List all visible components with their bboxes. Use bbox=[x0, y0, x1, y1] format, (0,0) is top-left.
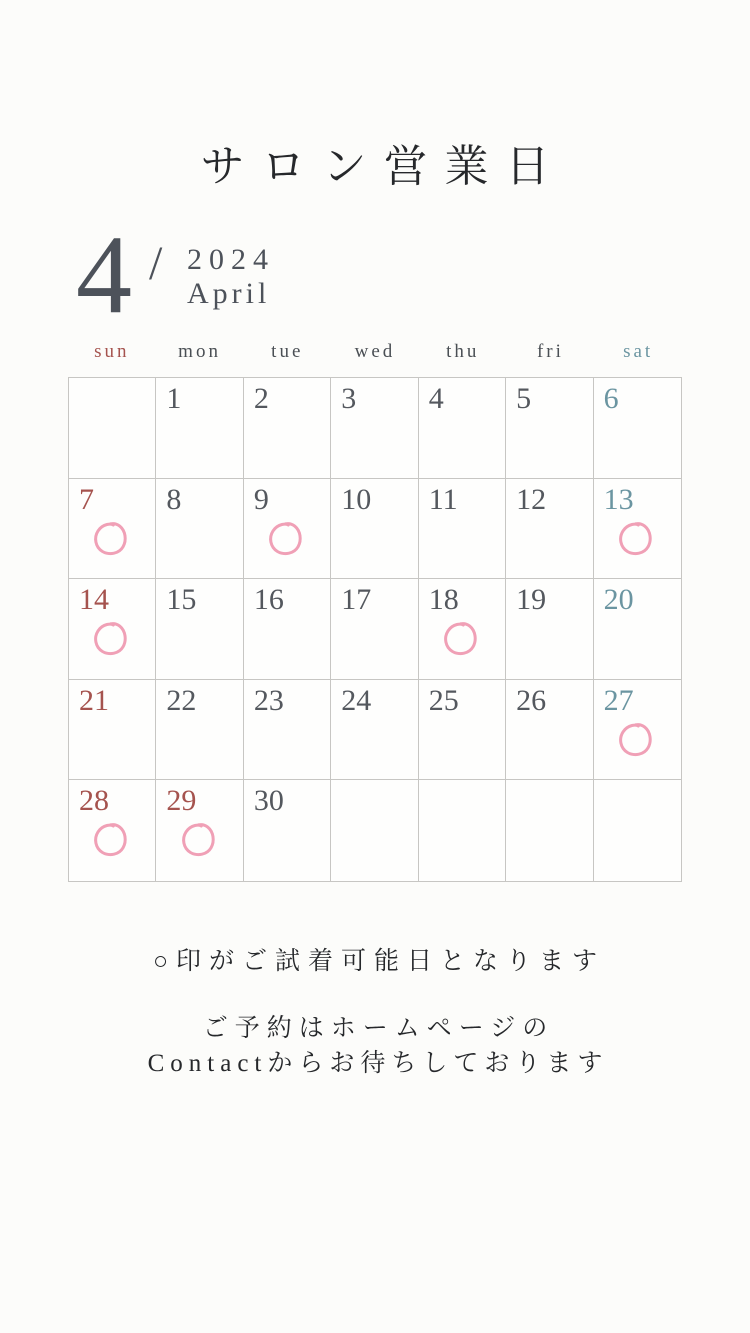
date-number: 1 bbox=[166, 382, 182, 415]
date-number: 26 bbox=[516, 683, 547, 717]
weekday-label-thu: thu bbox=[446, 341, 480, 362]
date-number: 9 bbox=[253, 482, 269, 516]
date-number: 13 bbox=[603, 482, 634, 516]
calendar-cell-25 bbox=[419, 680, 506, 781]
year-label: 2024 bbox=[187, 243, 275, 276]
weekday-label-fri: fri bbox=[536, 341, 564, 362]
date-number: 25 bbox=[428, 683, 459, 717]
calendar-cell-22 bbox=[156, 680, 243, 781]
weekday-label-tue: tue bbox=[271, 341, 304, 362]
calendar-cell-empty bbox=[506, 780, 593, 881]
calendar-cell-10 bbox=[331, 479, 418, 580]
calendar-cell-empty bbox=[594, 780, 681, 881]
calendar-cell-2 bbox=[244, 378, 331, 479]
calendar-cell-11 bbox=[419, 479, 506, 580]
weekday-label-sun: sun bbox=[94, 341, 130, 362]
fitting-available-circle-icon bbox=[611, 516, 659, 564]
weekday-label-mon: mon bbox=[178, 341, 221, 362]
weekday-row bbox=[68, 341, 682, 363]
calendar-cell-30 bbox=[244, 780, 331, 881]
date-number: 10 bbox=[341, 482, 372, 516]
date-number: 17 bbox=[341, 583, 372, 617]
date-number: 6 bbox=[603, 382, 619, 415]
calendar-cell-20 bbox=[594, 579, 681, 680]
calendar-cell-16 bbox=[244, 579, 331, 680]
calendar-cell-19 bbox=[506, 579, 593, 680]
weekday-label-sat: sat bbox=[623, 341, 654, 362]
month-number: 4 bbox=[76, 213, 132, 337]
date-number: 24 bbox=[341, 683, 372, 717]
fitting-available-circle-icon bbox=[86, 516, 134, 564]
calendar-cell-9 bbox=[244, 479, 331, 580]
fitting-available-circle-icon bbox=[611, 717, 659, 765]
calendar-cell-17 bbox=[331, 579, 418, 680]
date-number: 21 bbox=[79, 683, 109, 717]
fitting-available-circle-icon bbox=[261, 516, 309, 564]
date-number: 11 bbox=[428, 482, 458, 516]
date-number: 27 bbox=[603, 683, 634, 717]
date-number: 12 bbox=[516, 482, 547, 516]
date-number: 20 bbox=[603, 583, 634, 617]
date-number: 14 bbox=[79, 583, 109, 617]
fitting-available-circle-icon bbox=[86, 616, 134, 664]
date-number: 5 bbox=[516, 382, 532, 415]
calendar-cell-empty bbox=[331, 780, 418, 881]
calendar-cell-28 bbox=[69, 780, 156, 881]
fitting-available-circle-icon bbox=[174, 818, 222, 866]
calendar-cell-24 bbox=[331, 680, 418, 781]
calendar-cell-21 bbox=[69, 680, 156, 781]
date-number: 15 bbox=[166, 583, 197, 617]
date-number: 8 bbox=[166, 482, 182, 516]
calendar-cell-4 bbox=[419, 378, 506, 479]
calendar-cell-12 bbox=[506, 479, 593, 580]
note-reservation-line1: ご予約はホームページの bbox=[202, 1015, 555, 1042]
date-number: 28 bbox=[79, 784, 109, 818]
calendar-cell-23 bbox=[244, 680, 331, 781]
weekday-label-wed: wed bbox=[354, 341, 396, 362]
date-number: 30 bbox=[253, 784, 284, 818]
calendar-cell-8 bbox=[156, 479, 243, 580]
calendar-cell-27 bbox=[594, 680, 681, 781]
fitting-available-circle-icon bbox=[86, 818, 134, 866]
calendar-cell-5 bbox=[506, 378, 593, 479]
year-month-block bbox=[187, 243, 275, 311]
calendar-cell-1 bbox=[156, 378, 243, 479]
date-number: 22 bbox=[166, 683, 197, 717]
calendar-cell-empty bbox=[419, 780, 506, 881]
calendar-grid bbox=[68, 377, 682, 882]
fitting-available-circle-icon bbox=[436, 616, 484, 664]
date-number: 3 bbox=[341, 382, 357, 415]
calendar-cell-29 bbox=[156, 780, 243, 881]
calendar-cell-empty bbox=[69, 378, 156, 479]
calendar-cell-7 bbox=[69, 479, 156, 580]
date-number: 29 bbox=[166, 784, 197, 818]
month-name-label: April bbox=[187, 276, 271, 310]
date-number: 23 bbox=[253, 683, 284, 717]
note-fitting-days-legend: ○印がご試着可能日となります bbox=[152, 948, 606, 975]
calendar-cell-13 bbox=[594, 479, 681, 580]
calendar-cell-26 bbox=[506, 680, 593, 781]
calendar-cell-3 bbox=[331, 378, 418, 479]
date-number: 19 bbox=[516, 583, 547, 617]
date-number: 18 bbox=[428, 583, 459, 617]
date-number: 7 bbox=[79, 482, 94, 516]
note-reservation-line2: Contactからお待ちしております bbox=[147, 1050, 609, 1077]
date-number: 16 bbox=[253, 583, 284, 617]
date-number: 2 bbox=[253, 382, 269, 415]
calendar-cell-18 bbox=[419, 579, 506, 680]
calendar-cell-6 bbox=[594, 378, 681, 479]
calendar-cell-15 bbox=[156, 579, 243, 680]
month-separator-slash: / bbox=[149, 237, 163, 290]
date-number: 4 bbox=[428, 382, 444, 415]
calendar-cell-14 bbox=[69, 579, 156, 680]
page-title: サロン営業日 bbox=[200, 142, 567, 191]
